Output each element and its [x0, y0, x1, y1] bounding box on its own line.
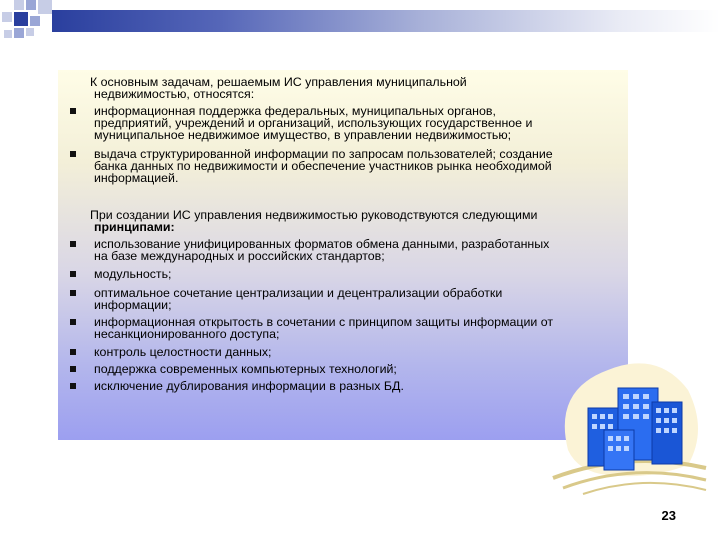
tasks-intro-line2: недвижимостью, относятся: — [94, 87, 255, 101]
list-item-line: модульность; — [94, 267, 172, 281]
square-bullet-icon — [70, 151, 76, 157]
square-bullet-icon — [70, 319, 76, 325]
principles-intro-line2: принципами: — [94, 220, 175, 234]
list-item-line: банка данных по недвижимости и обеспечение участников рынка необходимой — [94, 159, 552, 173]
list-item-line: информационная поддержка федеральных, муниципальных органов, — [94, 104, 496, 118]
page-number: 23 — [661, 508, 676, 523]
list-item-line: поддержка современных компьютерных технологий; — [94, 362, 397, 376]
list-item-line: контроль целостности данных; — [94, 345, 272, 359]
list-item-line: предприятий, учреждений и организаций, использующих государственное и — [94, 116, 533, 130]
list-item — [60, 316, 620, 340]
principles-intro-line1: При создании ИС управления недвижимостью руководствуются следующими — [90, 208, 538, 222]
header-gradient-bar — [52, 10, 720, 32]
tasks-intro — [60, 76, 620, 100]
list-item — [60, 346, 620, 358]
list-item-line: муниципальное недвижимое имущество, в управлении недвижимостью; — [94, 128, 512, 142]
list-item-line: информации; — [94, 298, 172, 312]
list-item — [60, 363, 620, 375]
list-item-line: выдача структурированной информации по запросам пользователей; создание — [94, 147, 553, 161]
square-bullet-icon — [70, 349, 76, 355]
list-item-line: на базе международных и российских стандартов; — [94, 249, 385, 263]
square-bullet-icon — [70, 241, 76, 247]
tasks-intro-line1: К основным задачам, решаемым ИС управления муниципальной — [90, 75, 467, 89]
square-bullet-icon — [70, 271, 76, 277]
principles-intro — [60, 209, 620, 233]
list-item — [60, 380, 620, 392]
list-item-line: оптимальное сочетание централизации и децентрализации обработки — [94, 286, 503, 300]
list-item — [60, 287, 620, 311]
buildings-illustration — [548, 350, 708, 495]
square-bullet-icon — [70, 290, 76, 296]
square-bullet-icon — [70, 108, 76, 114]
list-item-line: несанкционированного доступа; — [94, 327, 280, 341]
list-item-line: информационная открытость в сочетании с принципом защиты информации от — [94, 315, 554, 329]
list-item — [60, 148, 620, 184]
list-item-line: информацией. — [94, 171, 179, 185]
square-bullet-icon — [70, 366, 76, 372]
list-item — [60, 105, 620, 141]
list-item — [60, 268, 620, 280]
list-item-line: использование унифицированных форматов обмена данными, разработанных — [94, 237, 550, 251]
list-item-line: исключение дублирования информации в разных БД. — [94, 379, 404, 393]
square-bullet-icon — [70, 383, 76, 389]
list-item — [60, 238, 620, 262]
